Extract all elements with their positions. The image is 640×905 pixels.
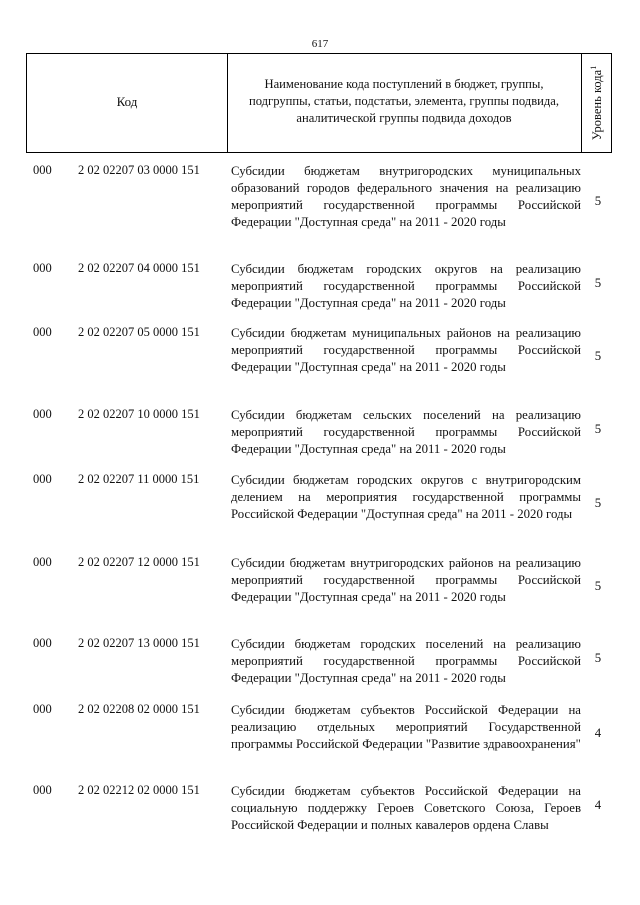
header-code: Код bbox=[116, 94, 138, 109]
header-level-text: Уровень кода bbox=[590, 69, 605, 141]
revenue-code: 2 02 02207 03 0000 151 bbox=[78, 163, 200, 177]
table-header bbox=[26, 53, 612, 153]
header-divider bbox=[227, 54, 228, 152]
page-number: 617 bbox=[311, 38, 329, 50]
code-level: 4 bbox=[594, 726, 602, 740]
revenue-code: 2 02 02207 12 0000 151 bbox=[78, 555, 200, 569]
header-level bbox=[589, 66, 605, 140]
revenue-name: Субсидии бюджетам городских округов с внутригородским делением на мероприятия государственной программы Российской Федерации "Доступная среда" на 2011 - 2020 годы bbox=[231, 473, 581, 521]
header-level-cell bbox=[582, 54, 612, 152]
admin-code: 000 bbox=[33, 407, 52, 421]
code-level: 5 bbox=[594, 579, 602, 593]
revenue-code: 2 02 02207 13 0000 151 bbox=[78, 636, 200, 650]
revenue-name: Субсидии бюджетам субъектов Российской Федерации на социальную поддержку Героев Советского Союза, Героев Российской Федерации и полных кавалеров ордена Славы bbox=[231, 784, 581, 832]
code-level: 5 bbox=[594, 194, 602, 208]
admin-code: 000 bbox=[33, 636, 52, 650]
header-name: Наименование кода поступлений в бюджет, группы, подгруппы, статьи, подстатьи, элемента, группы подвида, аналитической группы подвида доходов bbox=[248, 77, 560, 125]
admin-code: 000 bbox=[33, 555, 52, 569]
admin-code: 000 bbox=[33, 261, 52, 275]
code-level: 5 bbox=[594, 349, 602, 363]
revenue-name: Субсидии бюджетам муниципальных районов на реализацию мероприятий государственной программы Российской Федерации "Доступная среда" на 2011 - 2020 годы bbox=[231, 326, 581, 374]
revenue-name: Субсидии бюджетам сельских поселений на реализацию мероприятий государственной программы Российской Федерации "Доступная среда" на 2011 - 2020 годы bbox=[231, 408, 581, 456]
revenue-name: Субсидии бюджетам городских округов на реализацию мероприятий государственной программы Российской Федерации "Доступная среда" на 2011 - 2020 годы bbox=[231, 262, 581, 310]
revenue-code: 2 02 02207 10 0000 151 bbox=[78, 407, 200, 421]
code-level: 5 bbox=[594, 651, 602, 665]
revenue-name: Субсидии бюджетам внутригородских районов на реализацию мероприятий государственной программы Российской Федерации "Доступная среда" на 2011 - 2020 годы bbox=[231, 556, 581, 604]
revenue-code: 2 02 02208 02 0000 151 bbox=[78, 702, 200, 716]
admin-code: 000 bbox=[33, 163, 52, 177]
code-level: 5 bbox=[594, 496, 602, 510]
admin-code: 000 bbox=[33, 702, 52, 716]
code-level: 4 bbox=[594, 798, 602, 812]
revenue-code: 2 02 02207 05 0000 151 bbox=[78, 325, 200, 339]
revenue-name: Субсидии бюджетам субъектов Российской Федерации на реализацию отдельных мероприятий Государственной программы Российской Федерации "Развитие здравоохранения" bbox=[231, 703, 581, 751]
admin-code: 000 bbox=[33, 472, 52, 486]
revenue-name: Субсидии бюджетам городских поселений на реализацию мероприятий государственной программы Российской Федерации "Доступная среда" на 2011 - 2020 годы bbox=[231, 637, 581, 685]
code-level: 5 bbox=[594, 422, 602, 436]
revenue-code: 2 02 02207 11 0000 151 bbox=[78, 472, 200, 486]
revenue-name: Субсидии бюджетам внутригородских муниципальных образований городов федерального значения на реализацию мероприятий государственной программы Российской Федерации "Доступная среда" на 2011 - 2020 годы bbox=[231, 164, 581, 229]
revenue-code: 2 02 02207 04 0000 151 bbox=[78, 261, 200, 275]
code-level: 5 bbox=[594, 276, 602, 290]
revenue-code: 2 02 02212 02 0000 151 bbox=[78, 783, 200, 797]
admin-code: 000 bbox=[33, 325, 52, 339]
header-level-footnote: 1 bbox=[588, 65, 598, 70]
admin-code: 000 bbox=[33, 783, 52, 797]
